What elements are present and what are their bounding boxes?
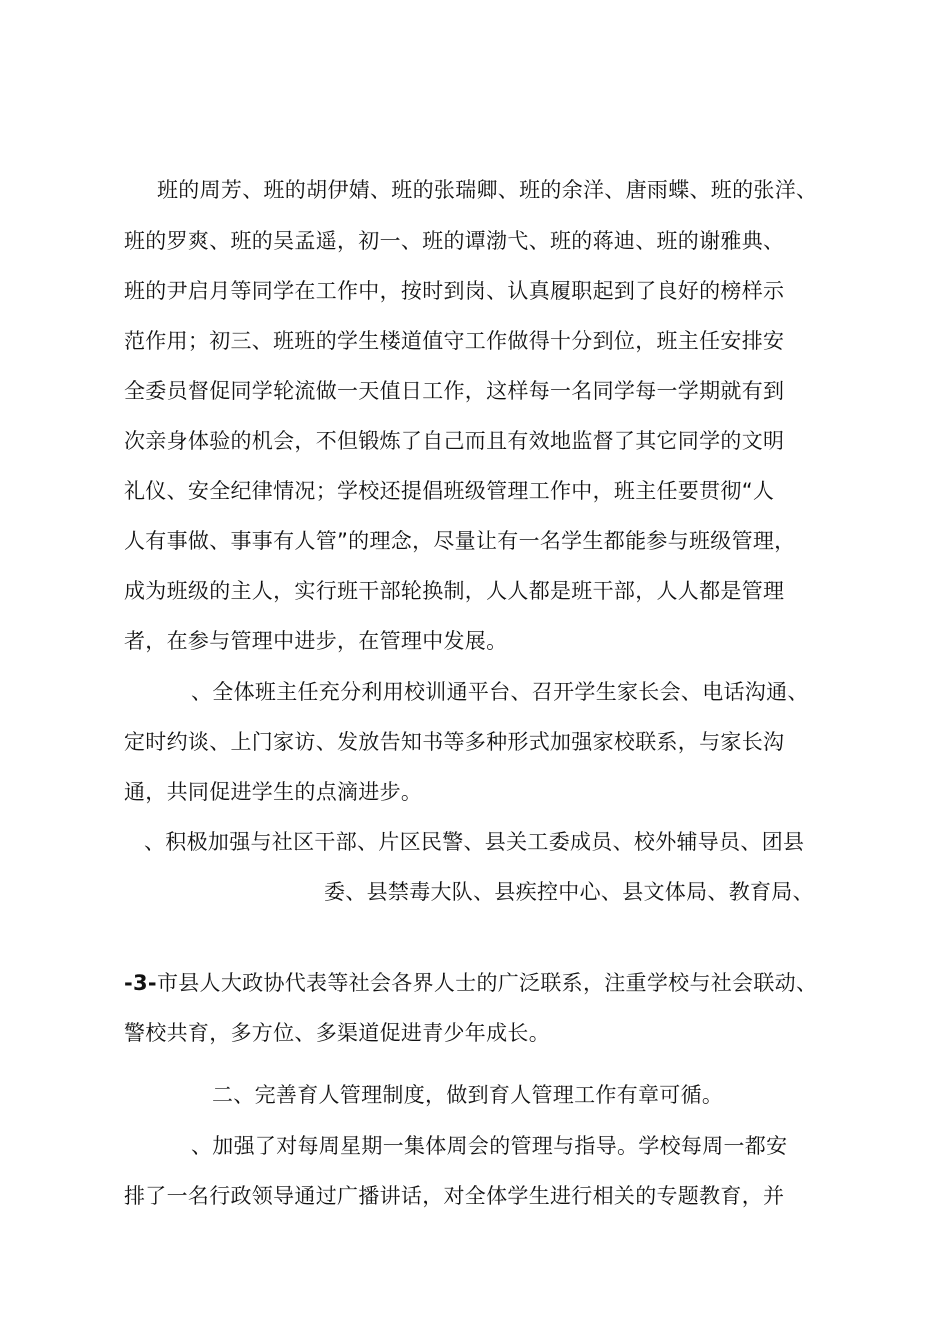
text-line: 班的罗爽、班的吴孟遥，初一、班的谭渤弋、班的蒋迪、班的谢雅典、 [124, 229, 785, 253]
text-line-with-page-number [124, 970, 817, 996]
text-line: 、积极加强与社区干部、片区民警、县关工委成员、校外辅导员、团县 [144, 830, 805, 854]
text-line: 班的周芳、班的胡伊婧、班的张瑞卿、班的余洋、唐雨蝶、班的张洋、 [157, 178, 818, 202]
text-line: 礼仪、安全纪律情况；学校还提倡班级管理工作中，班主任要贯彻“人 [124, 479, 775, 503]
text-line: 定时约谈、上门家访、发放告知书等多种形式加强家校联系，与家长沟 [124, 730, 785, 754]
text-line: 、加强了对每周星期一集体周会的管理与指导。学校每周一都安 [191, 1134, 788, 1158]
text-line: 、全体班主任充分利用校训通平台、召开学生家长会、电话沟通、 [191, 680, 809, 704]
text-line: 委、县禁毒大队、县疾控中心、县文体局、教育局、 [324, 880, 814, 904]
section-heading: 二、完善育人管理制度，做到育人管理工作有章可循。 [212, 1083, 724, 1107]
text-line: 范作用；初三、班班的学生楼道值守工作做得十分到位，班主任安排安 [124, 329, 785, 353]
text-line: 者，在参与管理中进步，在管理中发展。 [124, 629, 508, 653]
page-number: -3- [124, 971, 157, 995]
text-line: 全委员督促同学轮流做一天值日工作，这样每一名同学每一学期就有到 [124, 379, 785, 403]
text-line: 警校共育，多方位、多渠道促进青少年成长。 [124, 1021, 550, 1045]
text-line: 人有事做、事事有人管”的理念，尽量让有一名学生都能参与班级管理， [124, 529, 796, 553]
text-line: 成为班级的主人，实行班干部轮换制，人人都是班干部，人人都是管理 [124, 579, 785, 603]
text-line: 通，共同促进学生的点滴进步。 [124, 780, 423, 804]
text-line: 次亲身体验的机会，不但锻炼了自己而且有效地监督了其它同学的文明 [124, 429, 785, 453]
text-line: 排了一名行政领导通过广播讲话，对全体学生进行相关的专题教育，并 [124, 1184, 785, 1208]
text-line: 班的尹启月等同学在工作中，按时到岗、认真履职起到了良好的榜样示 [124, 279, 785, 303]
text-segment: 市县人大政协代表等社会各界人士的广泛联系，注重学校与社会联动、 [156, 971, 818, 995]
